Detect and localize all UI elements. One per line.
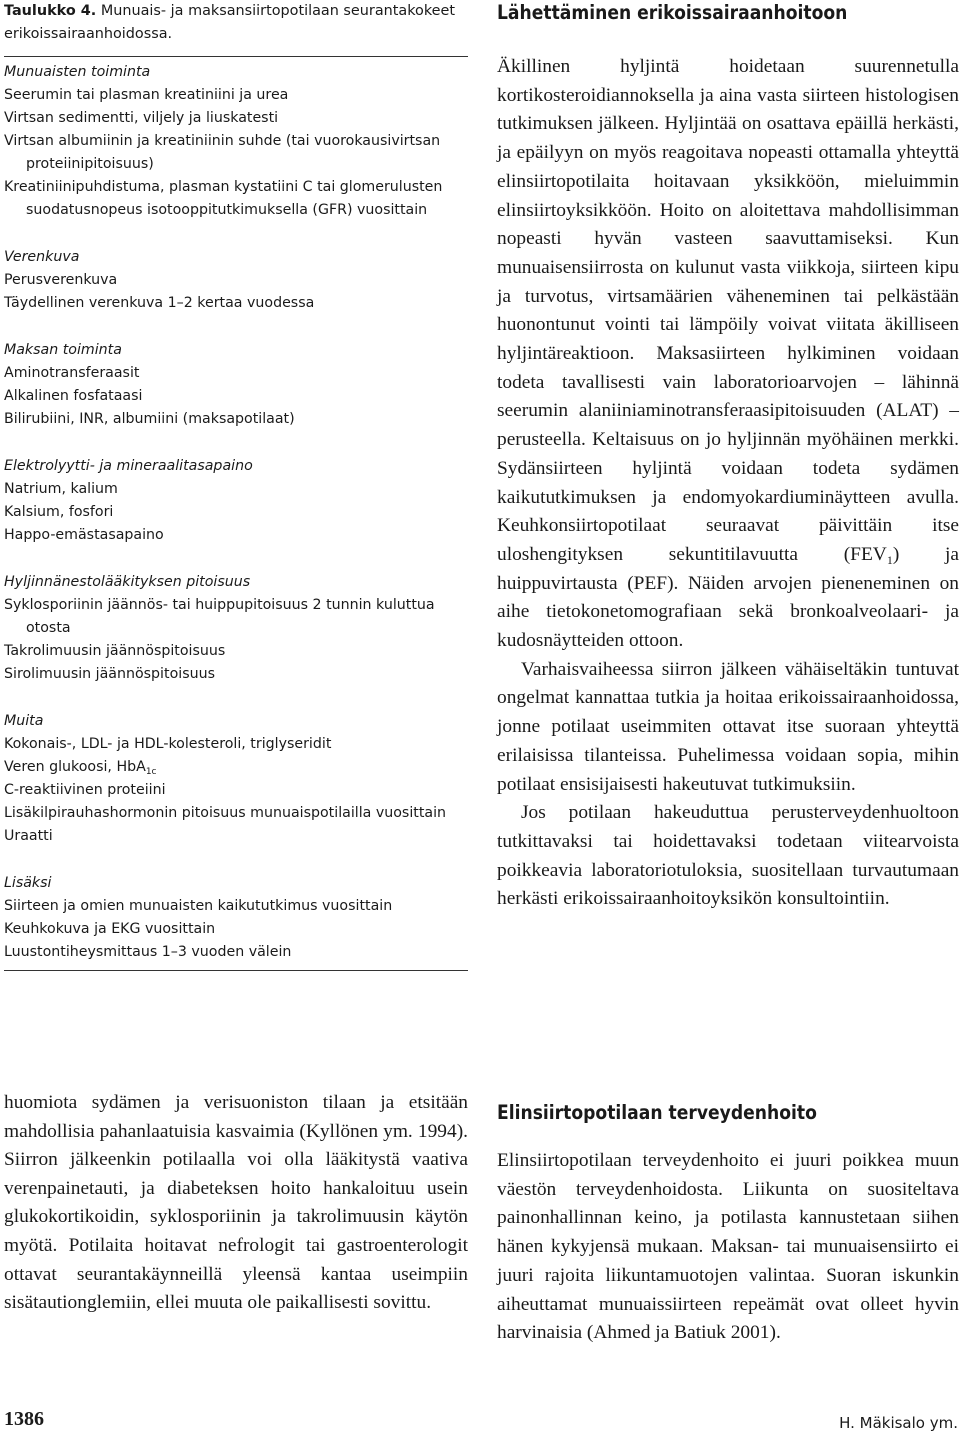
section-terveydenhoito xyxy=(497,1100,959,1348)
table-label: Taulukko 4. xyxy=(4,3,97,19)
table-section-munuaisten-toiminta xyxy=(4,61,468,222)
hba-text: Veren glukoosi, HbA xyxy=(4,759,146,775)
paragraph-part: ) ja huippuvirtausta (PEF). Näiden arvojen pieneneminen on aihe tietokonetomografiaan sekä bronkoalveolaari- ja kudosnäytteiden ottoon. xyxy=(497,543,959,652)
table-item: Kalsium, fosfori xyxy=(4,504,114,520)
table-item: Aminotransferaasit xyxy=(4,365,140,381)
section-title: Verenkuva xyxy=(4,249,80,265)
table-item: Bilirubiini, INR, albumiini (maksapotilaat) xyxy=(4,411,295,427)
table-item: Happo-emästasapaino xyxy=(4,527,164,543)
table-bottom-rule xyxy=(4,970,468,971)
table-item: Kokonais-, LDL- ja HDL-kolesteroli, triglyseridit xyxy=(4,736,332,752)
table-section-elektrolyytti xyxy=(4,455,468,547)
table-item: Siirteen ja omien munuaisten kaikututkimus vuosittain xyxy=(4,898,393,914)
section-heading-terveydenhoito: Elinsiirtopotilaan terveydenhoito xyxy=(497,1101,817,1124)
table-section-muita xyxy=(4,710,468,848)
page-number: 1386 xyxy=(4,1408,44,1430)
fev-subscript: 1 xyxy=(886,552,893,567)
table-item: C-reaktiivinen proteiini xyxy=(4,782,166,798)
table-section-verenkuva xyxy=(4,246,468,315)
table-item: Takrolimuusin jäännöspitoisuus xyxy=(4,643,226,659)
paragraph: Elinsiirtopotilaan terveydenhoito ei juuri poikkea muun väestön terveydenhoidosta. Liikunta on suositeltava painonhallinnan keino, ja potilasta kannustetaan siihen hänen kykyjensä mukaan. Maksan- tai munuaisensiirto ei juuri rajoita liikuntamuotojen valintaa. Suoran iskunkin aiheuttamat munuaissiirteen repeämät ovat olleet hyvin harvinaisia (Ahmed ja Batiuk 2001). xyxy=(497,1150,959,1344)
section-title: Hyljinnänestolääkityksen pitoisuus xyxy=(4,574,251,590)
paragraph-part: Äkillinen hyljintä hoidetaan suurennetulla kortikosteroidiannoksella ja aina vasta siirteen histologisen tutkimuksen jälkeen. Hyljintää on osattava epäillä herkästi, ja epäilyyn on myös reagoitava nopeasti ottamalla yhteyttä elinsiirtopotilaita hoitavaan yksikköön, mieluimmin elinsiirtoyksikköön. Hoito on aloitettava mahdollisimman nopeasti hyvän vasteen saavuttamiseksi. Kun munuaisensiirrosta on kulunut vasta viikkoja, siirteen kipu ja turvotus, virtsamäärien väheneminen tai pelkästään huonontunut vointi tai lämpöily voivat viitata äkilliseen hyljintäreaktioon. Maksasiirteen hylkiminen voidaan todeta tavallisesti vain laboratorioarvojen – lähinnä seerumin alaniiniaminotransferaasipitoisuuden (ALAT) – perusteella. Keltaisuus on jo hyljinnän myöhäinen merkki. Sydänsiirteen hyljintä voidaan todeta sydämen kaikututkimuksen ja endomyokardiuminäytteen avulla. Keuhkonsiirtopotilaat seuraavat päivittäin itse uloshengityksen sekuntitilavuutta (FEV xyxy=(497,56,959,565)
table-item: Natrium, kalium xyxy=(4,481,118,497)
paragraph xyxy=(497,53,959,656)
table-item: Uraatti xyxy=(4,828,53,844)
table-item: Sirolimuusin jäännöspitoisuus xyxy=(4,666,215,682)
hba-subscript: 1c xyxy=(145,767,157,777)
table-item: Lisäkilpirauhashormonin pitoisuus munuaispotilailla vuosittain xyxy=(4,805,447,821)
section-title: Elektrolyytti- ja mineraalitasapaino xyxy=(4,458,253,474)
section-title: Lisäksi xyxy=(4,875,52,891)
paragraph: Varhaisvaiheessa siirron jälkeen vähäiseltäkin tuntuvat ongelmat kannattaa tutkia ja hoitaa erikoissairaanhoidossa, jonne potilaat useimmiten ottavat itse suoraan yhteyttä erilaisissa tilanteissa. Puhelimessa voidaan sopia, mihin potilaat ensisijaisesti hakeutuvat tutkimuksiin. xyxy=(497,658,959,795)
section-title: Muita xyxy=(4,713,44,729)
section-title: Munuaisten toiminta xyxy=(4,64,151,80)
table-section-lisaksi xyxy=(4,872,468,964)
table-item: Kreatiniinipuhdistuma, plasman kystatiini C tai glomerulusten suodatusnopeus isotooppitutkimuksella (GFR) vuosittain xyxy=(4,179,443,218)
paragraph: huomiota sydämen ja verisuoniston tilaan ja etsitään mahdollisia pahanlaatuisia kasvaimia (Kyllönen ym. 1994). Siirron jälkeenkin potilaalla voi olla lääkitystä vaativa verenpainetauti, ja diabeteksen hoito hankaloituu usein glukokortikoidin, syklosporiinin ja takrolimuusin käytön myötä. Potilaita hoitavat nefrologit tai gastroenterologit ottavat seurantakäynneillä yleensä kantaa useimpiin sisätautionglemiin, ellei muuta ole paikallisesti sovittu. xyxy=(4,1092,468,1314)
table-item: Luustontiheysmittaus 1–3 vuoden välein xyxy=(4,944,292,960)
table-item: Syklosporiinin jäännös- tai huippupitoisuus 2 tunnin kuluttua otosta xyxy=(4,597,435,636)
table-item-hba1c xyxy=(4,756,468,779)
table-caption-text: Munuais- ja maksansiirtopotilaan seurantakokeet erikoissairaanhoidossa. xyxy=(4,3,456,42)
table-body xyxy=(4,57,468,964)
table-item: Seerumin tai plasman kreatiniini ja urea xyxy=(4,87,289,103)
section-title: Maksan toiminta xyxy=(4,342,122,358)
table-item: Perusverenkuva xyxy=(4,272,118,288)
table-item: Alkalinen fosfataasi xyxy=(4,388,143,404)
table-item: Virtsan sedimentti, viljely ja liuskatesti xyxy=(4,110,279,126)
table-section-maksan-toiminta xyxy=(4,339,468,431)
section-heading-lahettaminen: Lähettäminen erikoissairaanhoitoon xyxy=(497,1,848,24)
table-item: Täydellinen verenkuva 1–2 kertaa vuodessa xyxy=(4,295,315,311)
right-column xyxy=(497,0,959,1344)
running-footer-author: H. Mäkisalo ym. xyxy=(839,1414,958,1432)
table-section-hyljinnanesto xyxy=(4,571,468,686)
table-4 xyxy=(4,0,468,971)
table-item: Keuhkokuva ja EKG vuosittain xyxy=(4,921,216,937)
left-body-text xyxy=(4,1089,468,1318)
paragraph: Jos potilaan hakeuduttua perusterveydenhuoltoon tutkittavaksi tai hoidettavaksi todetaan viitearvoista poikkeavia laboratoriotuloksia, suositellaan turvautumaan herkästi erikoissairaanhoitoyksikön konsultointiin. xyxy=(497,802,959,910)
table-item: Virtsan albumiinin ja kreatiniinin suhde (tai vuorokausivirtsan proteiinipitoisuus) xyxy=(4,133,441,172)
table-caption xyxy=(4,0,468,46)
